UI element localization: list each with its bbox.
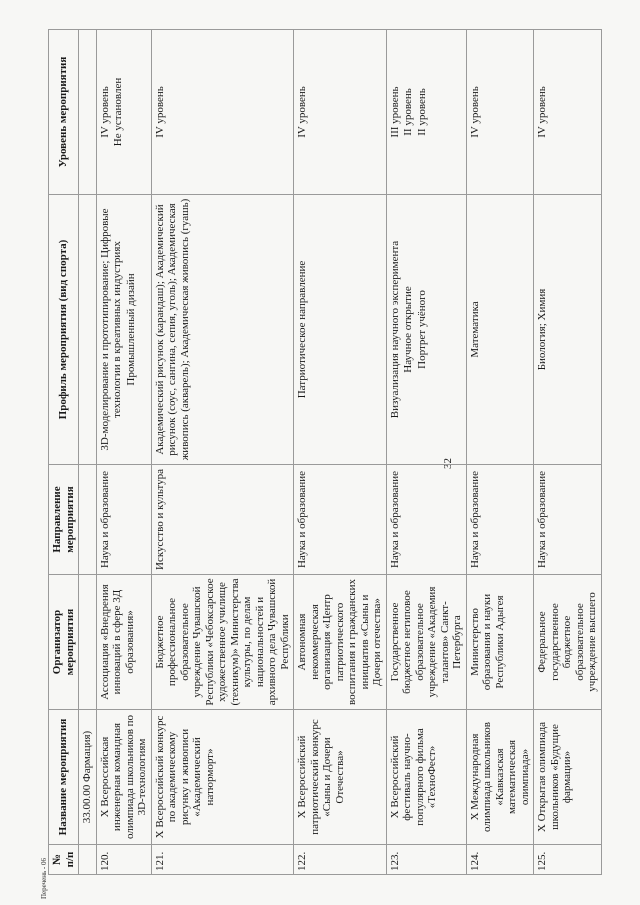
table-row [534,30,602,875]
row-num: 122. [294,845,387,875]
row-num [79,845,97,875]
row-name: X Всероссийский конкурс по академическому рисунку и живописи «Академический натюрморт» [151,710,294,845]
row-direction: Наука и образование [294,465,387,575]
row-organizer: Бюджетное профессиональное образовательное учреждение Чувашской Республики «Чебоксарское художественное училище (техникум)» Министерства культуры, по делам национальностей и архивного дела Чувашской Республики [151,575,294,710]
row-name: X Международная олимпиада школьников «Кавказская математическая олимпиада» [466,710,534,845]
profile-item: Академический рисунок (карандаш); Академический рисунок (соус, сангина, сепия, уголь); Академическая живопись (акварель); Академическая живопись (гуашь) [153,198,191,461]
row-profile [151,195,294,465]
header-profile: Профиль мероприятия (вид спорта) [49,195,79,465]
level-item: III уровень [388,86,401,138]
row-direction: Искусство и культура [151,465,294,575]
profile-item: 3D-моделирование и прототипирование; Цифровые технологии в креативных индустриях [98,208,123,451]
row-direction: Наука и образование [386,465,466,575]
profile-item: Патриотическое направление [296,260,308,399]
table-row [151,30,294,875]
row-profile [534,195,602,465]
row-direction: Наука и образование [466,465,534,575]
level-item: IV уровень [153,86,166,138]
row-organizer: Федеральное государственное бюджетное образовательное учреждение высшего [534,575,602,710]
row-name: X Всероссийский фестиваль научно-популярного фильма «ТехноФест» [386,710,466,845]
row-name: X Всероссийский патриотический конкурс «Сыны и Дочери Отечества» [294,710,387,845]
header-level: Уровень мероприятия [49,30,79,195]
row-name: 33.00.00 Фармация) [79,710,97,845]
profile-item: Портрет учёного [415,290,428,369]
page-footer: Перечень - 06 [40,858,48,899]
level-item: IV уровень [536,86,548,138]
table-row [386,30,466,875]
row-organizer: Государственное бюджетное нетиповое образовательное учреждение «Академия талантов» Санкт-Петербурга [386,575,466,710]
row-profile [294,195,387,465]
row-num: 125. [534,845,602,875]
row-organizer: Ассоциация «Внедрения инноваций в сфере 3Д образования» [96,575,151,710]
row-level [534,30,602,195]
row-level [466,30,534,195]
row-level [151,30,294,195]
profile-item: Промышленный дизайн [124,273,137,386]
table-row [79,30,97,875]
table-header-row [49,30,79,875]
level-item: II уровень [402,88,414,136]
events-table [48,29,602,875]
row-level [96,30,151,195]
row-level [386,30,466,195]
row-organizer: Министерство образования и науки Республики Адыгея [466,575,534,710]
header-organizer: Организатор мероприятия [49,575,79,710]
level-item: II уровень [415,88,428,136]
profile-item: Биология; Химия [536,288,548,371]
header-direction: Направление мероприятия [49,465,79,575]
row-num: 123. [386,845,466,875]
row-direction: Наука и образование [534,465,602,575]
row-profile [466,195,534,465]
profile-item: Научное открытие [402,286,414,373]
level-item: Не установлен [112,77,124,147]
level-item: IV уровень [468,86,481,138]
row-profile [79,195,97,465]
profile-item: Визуализация научного эксперимента [388,240,401,419]
level-item: IV уровень [98,86,111,138]
profile-item: Математика [468,301,481,358]
table-row [96,30,151,875]
row-num: 120. [96,845,151,875]
row-profile [386,195,466,465]
header-num: № п/п [49,845,79,875]
level-item: IV уровень [296,86,308,138]
table-row [466,30,534,875]
row-direction [79,465,97,575]
table-row [294,30,387,875]
row-num: 124. [466,845,534,875]
table-body [79,30,602,875]
row-name: X Открытая олимпиада школьников «Будущие фармации» [534,710,602,845]
row-name: X Всероссийская инженерная командная олимпиада школьников по 3D-технологиям [96,710,151,845]
row-level [79,30,97,195]
row-organizer: Автономная некоммерческая организация «Центр патриотического воспитания и гражданских инициатив «Сыны и Дочери отечества» [294,575,387,710]
page-number: 32 [442,458,454,469]
header-name: Название мероприятия [49,710,79,845]
row-organizer [79,575,97,710]
row-profile [96,195,151,465]
row-direction: Наука и образование [96,465,151,575]
row-level [294,30,387,195]
row-num: 121. [151,845,294,875]
